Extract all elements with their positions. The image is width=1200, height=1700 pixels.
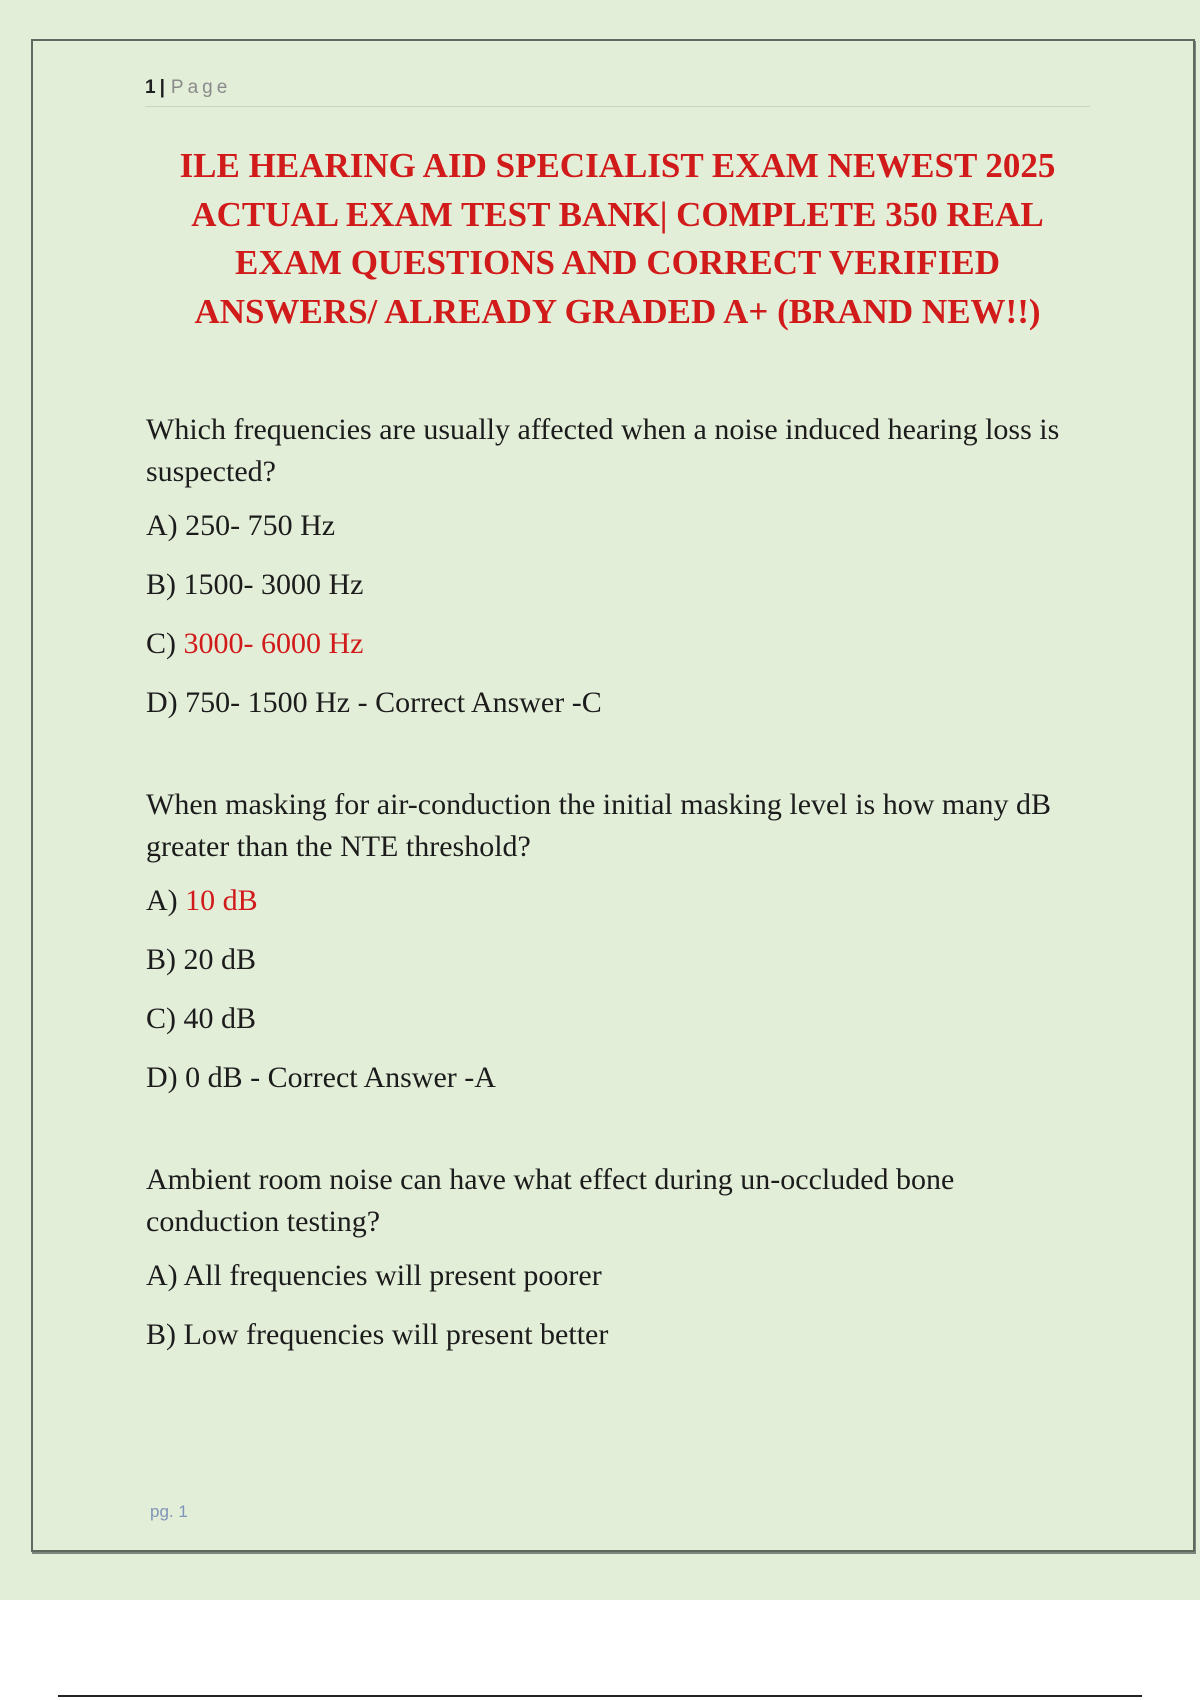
- correct-option-text: 3000- 6000 Hz: [183, 627, 364, 660]
- answer-note: - Correct Answer -A: [250, 1061, 496, 1094]
- question-3: [146, 1159, 1091, 1356]
- option-text: 0 dB: [185, 1061, 243, 1094]
- option-text: 20 dB: [183, 943, 257, 976]
- option-text: Low frequencies will present better: [183, 1318, 609, 1351]
- question-text: Ambient room noise can have what effect during un-occluded bone conduction testing?: [146, 1163, 955, 1238]
- option-letter: A): [146, 884, 178, 917]
- option-text: 250- 750 Hz: [185, 509, 336, 542]
- option-letter: A): [146, 1259, 178, 1292]
- bottom-divider: [58, 1695, 1142, 1697]
- header-separator: |: [159, 77, 165, 98]
- option-letter: D): [146, 686, 178, 719]
- question-text: When masking for air-conduction the initial masking level is how many dB greater than the NTE threshold?: [146, 788, 1052, 863]
- header-page-label: Page: [170, 77, 232, 98]
- option-a: [146, 1255, 1091, 1297]
- option-letter: A): [146, 509, 178, 542]
- question-1: [146, 409, 1091, 724]
- option-letter: B): [146, 1318, 176, 1351]
- option-d: [146, 682, 1091, 724]
- option-letter: C): [146, 627, 176, 660]
- option-text: 1500- 3000 Hz: [183, 568, 364, 601]
- option-letter: C): [146, 1002, 176, 1035]
- option-letter: B): [146, 568, 176, 601]
- footer-page-number: pg. 1: [150, 1502, 188, 1521]
- option-b: [146, 564, 1091, 606]
- question-text: Which frequencies are usually affected when a noise induced hearing loss is suspected?: [146, 413, 1060, 488]
- option-d: [146, 1057, 1091, 1099]
- option-a: [146, 880, 1091, 922]
- answer-note: - Correct Answer -C: [357, 686, 602, 719]
- question-2: [146, 784, 1091, 1099]
- correct-option-text: 10 dB: [185, 884, 258, 917]
- header-page-number: 1: [145, 77, 156, 98]
- option-a: [146, 505, 1091, 547]
- option-c: [146, 998, 1091, 1040]
- option-text: 40 dB: [183, 1002, 257, 1035]
- question-list: [146, 409, 1091, 1416]
- option-b: [146, 939, 1091, 981]
- option-c: [146, 623, 1091, 665]
- option-text: 750- 1500 Hz: [185, 686, 351, 719]
- option-b: [146, 1314, 1091, 1356]
- option-letter: B): [146, 943, 176, 976]
- option-letter: D): [146, 1061, 178, 1094]
- page-header: [145, 74, 1090, 107]
- option-text: All frequencies will present poorer: [183, 1259, 602, 1292]
- document-title: ILE HEARING AID SPECIALIST EXAM NEWEST 2025 ACTUAL EXAM TEST BANK| COMPLETE 350 REAL EXAM QUESTIONS AND CORRECT VERIFIED ANSWERS/ ALREADY GRADED A+ (BRAND NEW!!): [179, 146, 1056, 331]
